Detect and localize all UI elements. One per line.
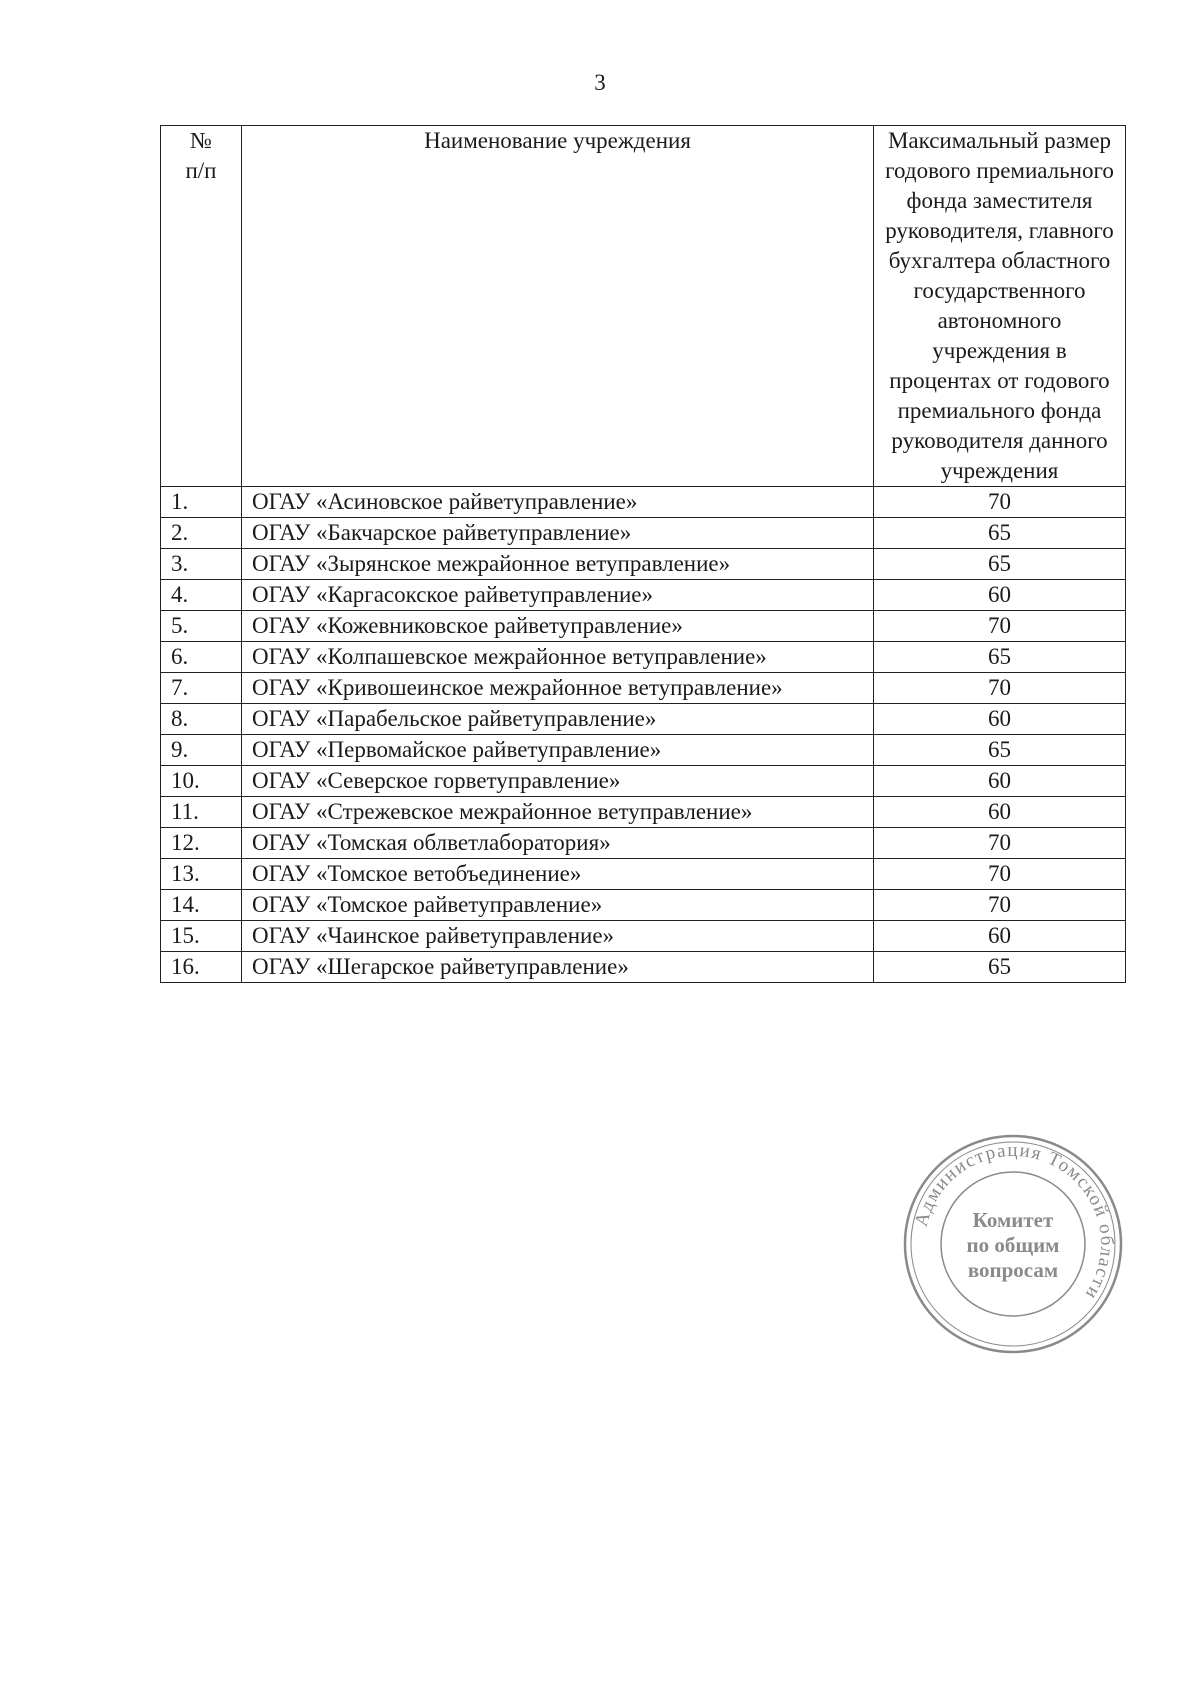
row-value: 60 bbox=[874, 766, 1126, 797]
row-number: 14. bbox=[161, 890, 242, 921]
row-value: 70 bbox=[874, 673, 1126, 704]
row-number: 12. bbox=[161, 828, 242, 859]
row-name: ОГАУ «Северское горветуправление» bbox=[242, 766, 874, 797]
table-header-row bbox=[161, 126, 1126, 487]
row-number: 13. bbox=[161, 859, 242, 890]
seal-ring-text: Администрация Томской области bbox=[910, 1139, 1118, 1304]
header-number bbox=[161, 126, 242, 487]
row-value: 60 bbox=[874, 704, 1126, 735]
row-number: 4. bbox=[161, 580, 242, 611]
row-number: 6. bbox=[161, 642, 242, 673]
row-value: 65 bbox=[874, 952, 1126, 983]
header-max-size-label: Максимальный размер годового премиального фонда заместителя руководителя, главного бухгалтера областного государственного автономного учреждения в процентах от годового премиального фонда руководителя данного учреждения bbox=[885, 128, 1114, 483]
seal-center-line-3: вопросам bbox=[967, 1258, 1059, 1282]
row-name: ОГАУ «Шегарское райветуправление» bbox=[242, 952, 874, 983]
row-number: 7. bbox=[161, 673, 242, 704]
row-number: 15. bbox=[161, 921, 242, 952]
row-name: ОГАУ «Каргасокское райветуправление» bbox=[242, 580, 874, 611]
table-row bbox=[161, 921, 1126, 952]
table-row bbox=[161, 828, 1126, 859]
table-row bbox=[161, 859, 1126, 890]
table-row bbox=[161, 549, 1126, 580]
header-name bbox=[242, 126, 874, 487]
table-row bbox=[161, 952, 1126, 983]
row-number: 1. bbox=[161, 487, 242, 518]
row-name: ОГАУ «Томская облветлаборатория» bbox=[242, 828, 874, 859]
row-name: ОГАУ «Чаинское райветуправление» bbox=[242, 921, 874, 952]
seal-center-line-1: Комитет bbox=[972, 1208, 1054, 1232]
institutions-table bbox=[160, 125, 1126, 983]
table-row bbox=[161, 642, 1126, 673]
row-name: ОГАУ «Стрежевское межрайонное ветуправление» bbox=[242, 797, 874, 828]
row-value: 70 bbox=[874, 611, 1126, 642]
page-number: 3 bbox=[594, 70, 606, 95]
table-row bbox=[161, 735, 1126, 766]
row-name: ОГАУ «Кривошеинское межрайонное ветуправление» bbox=[242, 673, 874, 704]
row-name: ОГАУ «Колпашевское межрайонное ветуправление» bbox=[242, 642, 874, 673]
row-name: ОГАУ «Бакчарское райветуправление» bbox=[242, 518, 874, 549]
row-number: 5. bbox=[161, 611, 242, 642]
table-row bbox=[161, 518, 1126, 549]
header-max-size bbox=[874, 126, 1126, 487]
row-number: 9. bbox=[161, 735, 242, 766]
table-row bbox=[161, 797, 1126, 828]
row-name: ОГАУ «Кожевниковское райветуправление» bbox=[242, 611, 874, 642]
row-number: 2. bbox=[161, 518, 242, 549]
row-name: ОГАУ «Томское ветобъединение» bbox=[242, 859, 874, 890]
row-name: ОГАУ «Томское райветуправление» bbox=[242, 890, 874, 921]
table-row bbox=[161, 766, 1126, 797]
official-seal bbox=[902, 1133, 1124, 1355]
seal-center-line-2: по общим bbox=[966, 1233, 1060, 1257]
row-value: 70 bbox=[874, 828, 1126, 859]
row-value: 65 bbox=[874, 518, 1126, 549]
row-value: 65 bbox=[874, 549, 1126, 580]
table-row bbox=[161, 704, 1126, 735]
row-name: ОГАУ «Асиновское райветуправление» bbox=[242, 487, 874, 518]
row-name: ОГАУ «Зырянское межрайонное ветуправление» bbox=[242, 549, 874, 580]
row-value: 70 bbox=[874, 890, 1126, 921]
header-name-label: Наименование учреждения bbox=[424, 128, 691, 153]
row-value: 70 bbox=[874, 487, 1126, 518]
row-name: ОГАУ «Парабельское райветуправление» bbox=[242, 704, 874, 735]
table-row bbox=[161, 890, 1126, 921]
row-number: 10. bbox=[161, 766, 242, 797]
table-row bbox=[161, 487, 1126, 518]
row-name: ОГАУ «Первомайское райветуправление» bbox=[242, 735, 874, 766]
table-row bbox=[161, 673, 1126, 704]
row-value: 60 bbox=[874, 921, 1126, 952]
table-row bbox=[161, 580, 1126, 611]
row-value: 65 bbox=[874, 642, 1126, 673]
row-number: 11. bbox=[161, 797, 242, 828]
row-number: 16. bbox=[161, 952, 242, 983]
row-number: 3. bbox=[161, 549, 242, 580]
header-number-label: № п/п bbox=[185, 128, 217, 183]
table-row bbox=[161, 611, 1126, 642]
row-value: 60 bbox=[874, 580, 1126, 611]
row-value: 70 bbox=[874, 859, 1126, 890]
row-number: 8. bbox=[161, 704, 242, 735]
row-value: 60 bbox=[874, 797, 1126, 828]
row-value: 65 bbox=[874, 735, 1126, 766]
